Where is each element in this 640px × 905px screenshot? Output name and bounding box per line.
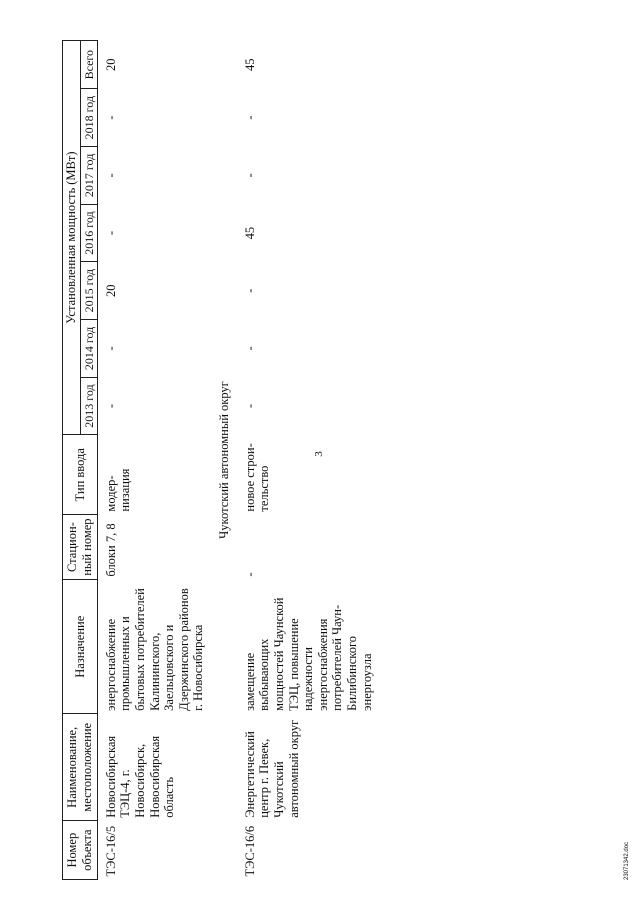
row-name: Энергетический центр г. Певек, Чукотский автономный округ [242,719,301,818]
row-value-2016: 45 [242,226,257,240]
row-value-2016: - [103,230,118,236]
page-number: 3 [312,451,325,457]
rotated-table-container [62,40,572,880]
header-object-number: Номер объекта [63,821,98,880]
row-purpose: энергоснабжение промышленных и бытовых потребителей Калининского, Заельцовского и Дзержинского районов г. Новосибирска [103,588,206,711]
region-heading: Чукотский автономный округ [217,381,232,539]
row-station: - [242,572,257,577]
table-header [63,41,98,880]
row-type: новое строи- тельство [242,443,272,512]
header-name-location: Наименование, местоположение [63,714,98,821]
table-row [242,41,376,880]
header-input-type: Тип ввода [63,435,98,515]
row-value-2015: 20 [103,284,118,297]
footer-filename: 23071342.doc [624,841,630,880]
row-value-2018: - [103,115,118,120]
row-value-total: 20 [103,58,118,71]
row-value-2014: - [103,346,118,351]
row-value-2013: - [103,403,118,409]
row-value-2018: - [242,115,257,120]
row-number: ТЭС-16/5 [103,825,118,877]
row-value-2013: - [242,403,257,409]
header-year-2013: 2013 год [80,377,97,435]
row-value-2015: - [242,288,257,293]
row-number: ТЭС-16/6 [242,825,257,877]
header-year-2016: 2016 год [80,204,97,262]
row-value-2017: - [242,173,257,178]
row-type: модер- низация [103,468,133,512]
header-purpose: Назначение [63,580,98,714]
row-station: блоки 7, 8 [103,523,118,577]
header-year-2018: 2018 год [80,89,97,147]
capacity-table [62,40,375,880]
header-year-2014: 2014 год [80,320,97,378]
header-year-2015: 2015 год [80,262,97,320]
region-row [207,41,242,880]
row-value-2014: - [242,346,257,351]
header-year-2017: 2017 год [80,147,97,205]
row-value-total: 45 [242,58,257,71]
row-value-2017: - [103,173,118,178]
row-purpose: замещение выбывающих мощностей Чаунской ТЭЦ, повышение надежности энергоснабжения потребителей Чаун-Билибинского энергоузла [242,597,374,711]
header-station-number: Стацион- ный номер [63,515,98,580]
header-capacity-group: Установленная мощность (МВт) [63,41,81,435]
row-name: Новосибирская ТЭЦ-4, г. Новосибирск, Новосибирская область [103,735,177,818]
header-total: Всего [80,41,97,89]
table-row [103,41,207,880]
